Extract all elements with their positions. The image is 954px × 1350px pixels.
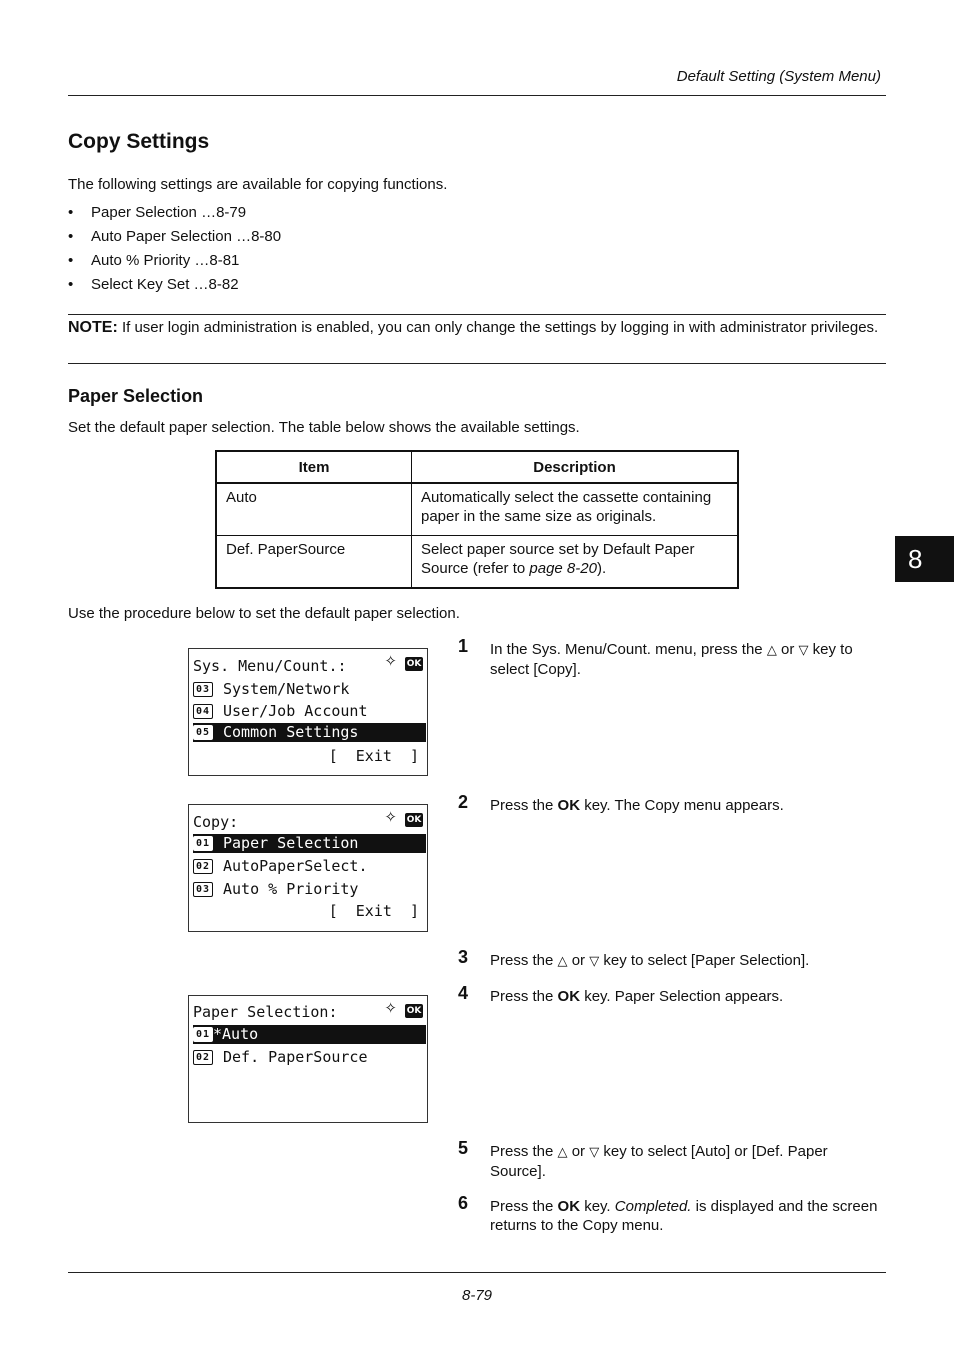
bullet-dot: • bbox=[68, 228, 74, 245]
table-header-description: Description bbox=[412, 451, 739, 483]
list-item-text: Auto Paper Selection …8-80 bbox=[91, 228, 282, 245]
lcd-item-label: Auto % Priority bbox=[223, 880, 359, 898]
table-header-row bbox=[216, 451, 738, 483]
up-triangle-icon: △ bbox=[766, 643, 777, 658]
step-text: In the Sys. Menu/Count. menu, press the △ or ▽ key to select [Copy]. bbox=[490, 641, 853, 678]
page-number: 8-79 bbox=[461, 1287, 493, 1304]
lcd-menu-item[interactable] bbox=[193, 1048, 426, 1067]
lcd-title: Paper Selection: bbox=[193, 1003, 338, 1021]
list-item bbox=[68, 275, 281, 299]
section-intro: The following settings are available for copying functions. bbox=[68, 176, 448, 193]
item-number-badge: 03 bbox=[193, 682, 213, 697]
step-number: 4 bbox=[458, 983, 469, 1003]
lcd-menu-item-selected[interactable] bbox=[193, 1025, 426, 1044]
up-triangle-icon: △ bbox=[557, 1145, 568, 1160]
settings-table bbox=[215, 450, 739, 589]
lcd-title: Sys. Menu/Count.: bbox=[193, 657, 347, 675]
lcd-menu-item[interactable] bbox=[193, 680, 426, 699]
table-cell-description: Automatically select the cassette containing paper in the same size as originals. bbox=[412, 483, 739, 536]
header-rule bbox=[68, 95, 886, 96]
lcd-menu-item[interactable] bbox=[193, 702, 426, 721]
lcd-menu-item[interactable] bbox=[193, 880, 426, 899]
bullet-dot: • bbox=[68, 276, 74, 293]
lcd-item-label: Def. PaperSource bbox=[223, 1048, 368, 1066]
lcd-menu-item-selected[interactable] bbox=[193, 723, 426, 742]
step-number: 1 bbox=[458, 636, 469, 656]
subsection-intro: Set the default paper selection. The table below shows the available settings. bbox=[68, 419, 580, 436]
bullet-dot: • bbox=[68, 204, 74, 221]
description-text: ). bbox=[596, 560, 607, 577]
note-block bbox=[68, 318, 886, 337]
note-text: If user login administration is enabled, you can only change the settings by logging in with administrator privileges. bbox=[117, 319, 879, 336]
item-number-badge: 01 bbox=[193, 1027, 213, 1042]
list-item bbox=[68, 203, 281, 227]
up-triangle-icon: △ bbox=[557, 954, 568, 969]
ok-key-icon: OK bbox=[406, 1006, 422, 1016]
lcd-exit-softkey[interactable]: [ Exit ] bbox=[328, 902, 419, 920]
cross-arrow-icon: ✧ bbox=[384, 999, 397, 1017]
lcd-screen-system-menu bbox=[188, 648, 428, 776]
item-number-badge: 02 bbox=[193, 859, 213, 874]
ok-key-icon: OK bbox=[406, 815, 422, 825]
lcd-menu-item[interactable] bbox=[193, 857, 426, 876]
step-text: Press the OK key. The Copy menu appears. bbox=[490, 797, 784, 814]
down-triangle-icon: ▽ bbox=[589, 1145, 600, 1160]
lcd-menu-item-selected[interactable] bbox=[193, 834, 426, 853]
settings-list bbox=[68, 203, 281, 299]
lcd-item-label: AutoPaperSelect. bbox=[223, 857, 368, 875]
step-text: Press the OK key. Completed. is displayed and the screen returns to the Copy menu. bbox=[490, 1198, 878, 1234]
section-title: Copy Settings bbox=[68, 130, 210, 153]
step-number: 5 bbox=[458, 1138, 469, 1158]
step-text: Press the △ or ▽ key to select [Paper Selection]. bbox=[490, 952, 810, 969]
lcd-item-label: Common Settings bbox=[223, 723, 359, 741]
list-item-text: Auto % Priority …8-81 bbox=[91, 252, 240, 269]
step-number: 3 bbox=[458, 947, 469, 967]
ok-key-icon: OK bbox=[406, 659, 422, 669]
item-number-badge: 05 bbox=[193, 725, 213, 740]
step-number: 2 bbox=[458, 792, 469, 812]
lcd-item-label: Paper Selection bbox=[223, 834, 359, 852]
note-bottom-rule bbox=[68, 363, 886, 364]
procedure-intro: Use the procedure below to set the default paper selection. bbox=[68, 605, 460, 622]
down-triangle-icon: ▽ bbox=[589, 954, 600, 969]
ok-key-label: OK bbox=[557, 797, 581, 814]
step-number: 6 bbox=[458, 1193, 469, 1213]
list-item-text: Paper Selection …8-79 bbox=[91, 204, 247, 221]
cross-arrow-icon: ✧ bbox=[384, 808, 397, 826]
table-row bbox=[216, 483, 738, 536]
lcd-exit-softkey[interactable]: [ Exit ] bbox=[328, 747, 419, 765]
bullet-dot: • bbox=[68, 252, 74, 269]
lcd-item-label: System/Network bbox=[223, 680, 350, 698]
chapter-tab: 8 bbox=[895, 536, 954, 582]
step-text: Press the △ or ▽ key to select [Auto] or [Def. Paper Source]. bbox=[490, 1143, 828, 1180]
item-number-badge: 04 bbox=[193, 704, 213, 719]
note-top-rule bbox=[68, 314, 886, 315]
page-reference-link[interactable]: page 8-20 bbox=[529, 560, 597, 577]
lcd-screen-copy-menu bbox=[188, 804, 428, 932]
list-item bbox=[68, 227, 281, 251]
list-item-text: Select Key Set …8-82 bbox=[91, 276, 239, 293]
lcd-item-label: User/Job Account bbox=[223, 702, 368, 720]
list-item bbox=[68, 251, 281, 275]
note-label: NOTE: bbox=[68, 319, 118, 336]
down-triangle-icon: ▽ bbox=[798, 643, 809, 658]
item-number-badge: 03 bbox=[193, 882, 213, 897]
footer-rule bbox=[68, 1272, 886, 1273]
ok-key-label: OK bbox=[557, 1198, 581, 1215]
subsection-title: Paper Selection bbox=[68, 386, 204, 406]
lcd-title: Copy: bbox=[193, 813, 239, 831]
lcd-item-label: *Auto bbox=[213, 1025, 259, 1043]
description-text: Select paper source set by Default Paper Source (refer to bbox=[421, 541, 695, 577]
item-number-badge: 01 bbox=[193, 836, 213, 851]
table-cell-item: Auto bbox=[216, 483, 412, 536]
completed-message: Completed. bbox=[614, 1198, 692, 1215]
table-cell-description bbox=[412, 536, 739, 589]
running-header: Default Setting (System Menu) bbox=[676, 68, 881, 85]
ok-key-label: OK bbox=[557, 988, 581, 1005]
lcd-screen-paper-selection bbox=[188, 995, 428, 1123]
cross-arrow-icon: ✧ bbox=[384, 652, 397, 670]
table-row bbox=[216, 536, 738, 589]
table-cell-item: Def. PaperSource bbox=[216, 536, 412, 589]
table-header-item: Item bbox=[216, 451, 412, 483]
item-number-badge: 02 bbox=[193, 1050, 213, 1065]
step-text: Press the OK key. Paper Selection appears. bbox=[490, 988, 784, 1005]
